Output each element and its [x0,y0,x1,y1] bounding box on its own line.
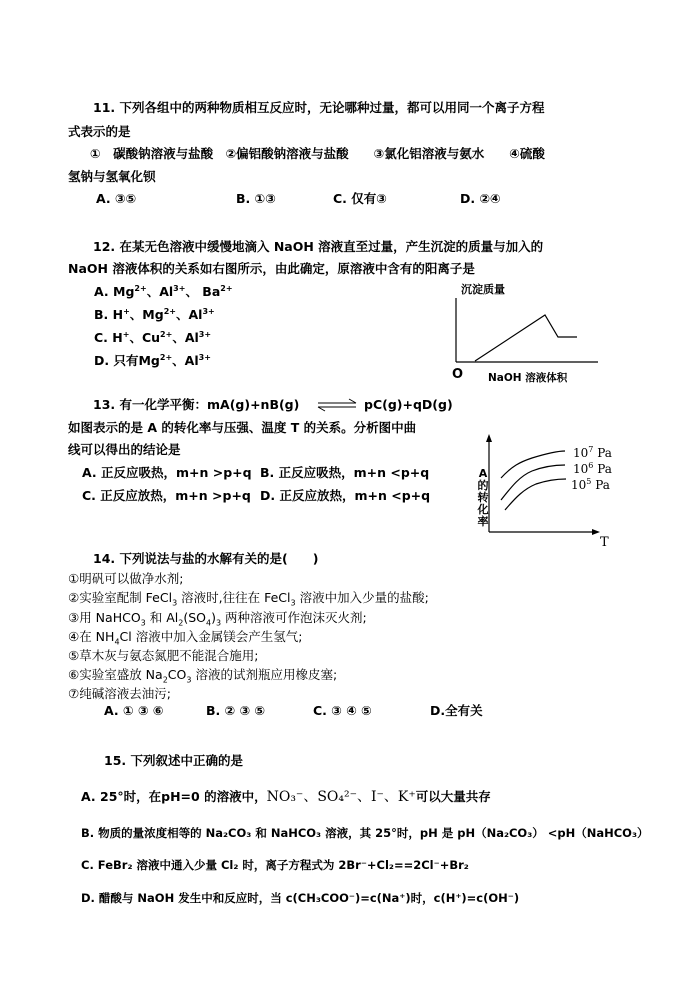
q13-curve-1e6 [501,465,565,500]
q12-option-a: A. $Mg^{2+}$、$Al^{3+}$、 $Ba^{2+}$ [94,283,233,299]
q14-item-4: ④在 $NH_4Cl$ 溶液中加入金属镁会产生氢气; [68,629,303,647]
q15-option-d: D. 醋酸与 NaOH 发生中和反应时，当 c(CH₃COO⁻)=c(Na⁺)时，c(H⁺)=c(OH⁻) [81,891,520,905]
q14-option-d: D.全有关 [430,703,483,718]
q13-label-1e6: $10^6$ Pa [573,461,612,476]
q11-stem-line2: 式表示的是 [68,124,131,139]
q13-label-1e5: $10^5$ Pa [571,477,610,492]
q14-item-7: ⑦纯碱溶液去油污; [68,686,171,701]
q12-graph-origin: O [452,367,464,382]
q12-stem-line2: NaOH 溶液体积的关系如右图所示，由此确定，原溶液中含有的阳离子是 [68,261,475,276]
q12-option-b: B. H+、$Mg^{2+}$、$Al^{3+}$ [94,306,215,322]
q14-item-6: ⑥实验室盛放 $Na_2CO_3$ 溶液的试剂瓶应用橡皮塞; [68,667,338,685]
q13-curve-1e7 [501,451,565,478]
q15-stem: 15. 下列叙述中正确的是 [104,753,243,768]
q12-stem-line1: 12. 在某无色溶液中缓慢地滴入 NaOH 溶液直至过量，产生沉淀的质量与加入的 [93,239,544,254]
q12-graph-xlabel: NaOH 溶液体积 [488,372,568,384]
q12-option-d: D. 只有$Mg^{2+}$、$Al^{3+}$ [94,352,211,368]
q13-stem-line1: 13. 有一化学平衡：mA(g)+nB(g) [93,397,300,412]
q11-option-b: B. ①③ [236,191,276,206]
q13-option-a: A. 正反应吸热，m+n >p+q [82,465,252,480]
q14-option-b: B. ② ③ ⑤ [206,703,266,718]
q11-items-line1: ① 碳酸钠溶液与盐酸 ②偏铝酸钠溶液与盐酸 ③氯化铝溶液与氨水 ④硫酸 [90,146,545,161]
q11-items-line2: 氢钠与氢氧化钡 [68,169,156,184]
q14-item-1: ①明矾可以做净水剂; [68,571,184,586]
q14-option-c: C. ③ ④ ⑤ [313,703,372,718]
q12-option-c: C. H+、$Cu^{2+}$、$Al^{3+}$ [94,329,212,345]
q15-option-c: C. FeBr₂ 溶液中通入少量 Cl₂ 时，离子方程式为 2Br⁻+Cl₂==2Cl⁻+Br₂ [81,858,469,872]
q13-graph-xlabel: T [600,535,609,550]
q14-item-3: ③用 NaHCO$_3$ 和 $Al_2(SO_4)_3$ 两种溶液可作泡沫灭火剂; [68,610,367,628]
q11-option-c: C. 仅有③ [333,191,387,206]
q13-stem-line2: 如图表示的是 A 的转化率与压强、温度 T 的关系。分析图中曲 [68,420,417,435]
q14-item-2: ②实验室配制 FeCl$_3$ 溶液时,往往在 FeCl$_3$ 溶液中加入少量的盐酸; [68,590,429,608]
q14-item-5: ⑤草木灰与氨态氮肥不能混合施用; [68,648,259,663]
q13-graph-y-arrow [486,434,492,442]
q11-option-a: A. ③⑤ [96,191,137,206]
q13-stem-products: pC(g)+qD(g) [364,397,453,412]
q11-stem-line1: 11. 下列各组中的两种物质相互反应时，无论哪种过量，都可以用同一个离子方程 [93,100,545,115]
q13-graph-ylabel: A 的 转 化 率 [477,467,489,528]
q14-option-a: A. ① ③ ⑥ [104,703,164,718]
q15-option-a: A. 25°时，在pH=0 的溶液中，NO₃⁻、SO₄²⁻、I⁻、K⁺可以大量共存 [81,789,491,805]
q14-stem: 14. 下列说法与盐的水解有关的是( ) [93,551,319,566]
q15-option-b: B. 物质的量浓度相等的 Na₂CO₃ 和 NaHCO₃ 溶液，其 25°时，pH 是 pH（Na₂CO₃） <pH（NaHCO₃） [81,826,649,840]
q12-graph-ylabel: 沉淀质量 [461,283,505,296]
q13-stem-line3: 线可以得出的结论是 [68,442,181,457]
q13-label-1e7: $10^7$ Pa [573,445,612,460]
q13-option-d: D. 正反应放热，m+n <p+q [260,488,431,503]
q13-option-b: B. 正反应吸热，m+n <p+q [260,465,430,480]
q11-option-d: D. ②④ [460,191,501,206]
q13-option-c: C. 正反应放热，m+n >p+q [82,488,251,503]
q13-graph-x-arrow [592,529,600,535]
